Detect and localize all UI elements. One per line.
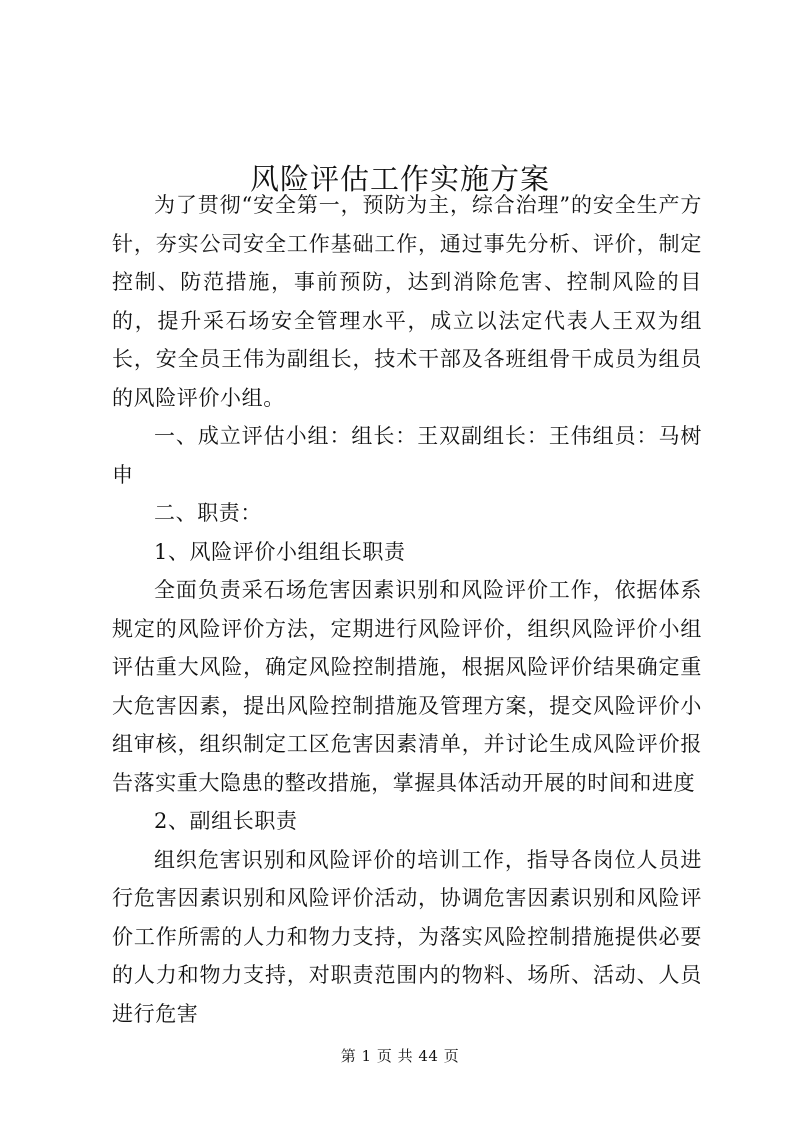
document-body (112, 186, 702, 1033)
heading-duties: 二、职责： (154, 501, 262, 525)
paragraph-team: 一、成立评估小组：组长：王双副组长：王伟组员：马树申 (112, 424, 702, 487)
page-title: 风险评估工作实施方案 (249, 162, 550, 197)
heading-deputy-duties: 2、副组长职责 (154, 809, 298, 833)
paragraph-leader-duties: 全面负责采石场危害因素识别和风险评价工作，依据体系规定的风险评价方法，定期进行风险评价，组织风险评价小组评估重大风险，确定风险控制措施，根据风险评价结果确定重大危害因素，提出风险控制措施及管理方案，提交风险评价小组审核，组织制定工区危害因素清单，并讨论生成风险评价报告落实重大隐患的整改措施，掌握具体活动开展的时间和进度 (112, 578, 702, 795)
page-footer: 第 1 页 共 44 页 (340, 1047, 460, 1065)
paragraph-intro: 为了贯彻“安全第一，预防为主，综合治理”的安全生产方针，夯实公司安全工作基础工作，通过事先分析、评价，制定控制、防范措施，事前预防，达到消除危害、控制风险的目的，提升采石场安全管理水平，成立以法定代表人王双为组长，安全员王伟为副组长，技术干部及各班组骨干成员为组员的风险评价小组。 (112, 193, 702, 410)
paragraph-deputy-duties: 组织危害识别和风险评价的培训工作，指导各岗位人员进行危害因素识别和风险评价活动，协调危害因素识别和风险评价工作所需的人力和物力支持，为落实风险控制措施提供必要的人力和物力支持，对职责范围内的物料、场所、活动、人员进行危害 (112, 847, 702, 1026)
heading-leader-duties: 1、风险评价小组组长职责 (154, 539, 406, 564)
